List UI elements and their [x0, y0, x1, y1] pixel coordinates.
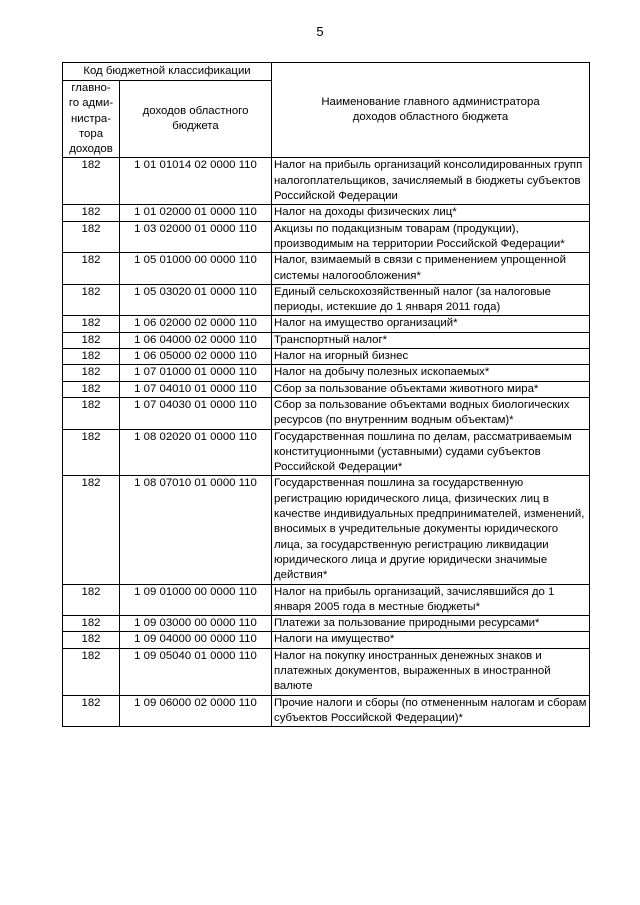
- income-name-cell: Налог на игорный бизнес: [272, 349, 590, 365]
- header-budget-classification-code: Код бюджетной классификации: [63, 63, 272, 81]
- income-code-cell: 1 01 01014 02 0000 110: [120, 158, 272, 205]
- table-body: [63, 158, 590, 727]
- income-name-cell: Государственная пошлина по делам, рассматриваемым конституционными (уставными) судами субъектов Российской Федерации*: [272, 429, 590, 476]
- income-name-cell: Единый сельскохозяйственный налог (за налоговые периоды, истекшие до 1 января 2011 года): [272, 284, 590, 316]
- table-row: [63, 284, 590, 316]
- table-row: [63, 648, 590, 695]
- admin-code-cell: 182: [63, 381, 120, 397]
- income-code-cell: 1 07 01000 01 0000 110: [120, 365, 272, 381]
- income-code-cell: 1 05 03020 01 0000 110: [120, 284, 272, 316]
- admin-code-cell: 182: [63, 253, 120, 285]
- table-row: [63, 584, 590, 616]
- header-administrator-name: [272, 63, 590, 158]
- table-row: [63, 695, 590, 727]
- income-code-cell: 1 08 07010 01 0000 110: [120, 476, 272, 584]
- income-code-cell: 1 06 04000 02 0000 110: [120, 332, 272, 348]
- admin-code-cell: 182: [63, 284, 120, 316]
- income-name-cell: Транспортный налог*: [272, 332, 590, 348]
- income-name-cell: Государственная пошлина за государственную регистрацию юридического лица, физических лиц в качестве индивидуальных предпринимателей, изменений, вносимых в учредительные документы юридического лица, за государственную регистрацию ликвидации юридического лица и другие юридически значимые действия*: [272, 476, 590, 584]
- income-name-cell: Налог на имущество организаций*: [272, 316, 590, 332]
- page-number: 5: [316, 24, 324, 39]
- income-code-cell: 1 09 03000 00 0000 110: [120, 616, 272, 632]
- table-row: [63, 332, 590, 348]
- table-row: [63, 221, 590, 253]
- admin-code-cell: 182: [63, 695, 120, 727]
- admin-code-cell: 182: [63, 316, 120, 332]
- admin-code-cell: 182: [63, 205, 120, 221]
- income-name-cell: Акцизы по подакцизным товарам (продукции), производимым на территории Российской Федерации*: [272, 221, 590, 253]
- table-row: [63, 253, 590, 285]
- admin-code-cell: 182: [63, 616, 120, 632]
- table-row: [63, 397, 590, 429]
- table-header-row: [63, 63, 590, 81]
- table-row: [63, 429, 590, 476]
- income-name-cell: Налог на доходы физических лиц*: [272, 205, 590, 221]
- table-row: [63, 349, 590, 365]
- income-name-cell: Прочие налоги и сборы (по отмененным налогам и сборам субъектов Российской Федерации)*: [272, 695, 590, 727]
- admin-code-cell: 182: [63, 221, 120, 253]
- income-name-cell: Налог на покупку иностранных денежных знаков и платежных документов, выраженных в иностранной валюте: [272, 648, 590, 695]
- income-name-cell: Налоги на имущество*: [272, 632, 590, 648]
- table-row: [63, 158, 590, 205]
- header-regional-income: [120, 81, 272, 158]
- income-code-cell: 1 06 02000 02 0000 110: [120, 316, 272, 332]
- table-row: [63, 365, 590, 381]
- admin-code-cell: 182: [63, 365, 120, 381]
- admin-code-cell: 182: [63, 349, 120, 365]
- income-name-cell: Сбор за пользование объектами животного мира*: [272, 381, 590, 397]
- income-name-cell: Сбор за пользование объектами водных биологических ресурсов (по внутренним водным объектам)*: [272, 397, 590, 429]
- admin-code-cell: 182: [63, 158, 120, 205]
- admin-code-cell: 182: [63, 476, 120, 584]
- header-regional-income-text: доходов областного бюджета: [142, 104, 249, 133]
- header-main-administrator-text: главно- го адми- нистра- тора доходов: [68, 82, 114, 156]
- income-code-cell: 1 09 05040 01 0000 110: [120, 648, 272, 695]
- table-row: [63, 476, 590, 584]
- income-name-cell: Налог на добычу полезных ископаемых*: [272, 365, 590, 381]
- admin-code-cell: 182: [63, 332, 120, 348]
- admin-code-cell: 182: [63, 397, 120, 429]
- header-main-administrator: [63, 81, 120, 158]
- table-row: [63, 205, 590, 221]
- income-name-cell: Налог на прибыль организаций, зачислявшийся до 1 января 2005 года в местные бюджеты*: [272, 584, 590, 616]
- income-name-cell: Налог на прибыль организаций консолидированных групп налогоплательщиков, зачисляемый в бюджеты субъектов Российской Федерации: [272, 158, 590, 205]
- income-code-cell: 1 07 04030 01 0000 110: [120, 397, 272, 429]
- income-code-cell: 1 07 04010 01 0000 110: [120, 381, 272, 397]
- header-administrator-name-text: Наименование главного администратора доходов областного бюджета: [321, 95, 540, 124]
- table-row: [63, 632, 590, 648]
- income-code-cell: 1 09 04000 00 0000 110: [120, 632, 272, 648]
- admin-code-cell: 182: [63, 584, 120, 616]
- admin-code-cell: 182: [63, 648, 120, 695]
- income-code-cell: 1 05 01000 00 0000 110: [120, 253, 272, 285]
- table-row: [63, 316, 590, 332]
- income-code-cell: 1 06 05000 02 0000 110: [120, 349, 272, 365]
- income-code-cell: 1 03 02000 01 0000 110: [120, 221, 272, 253]
- income-code-cell: 1 09 01000 00 0000 110: [120, 584, 272, 616]
- table-row: [63, 616, 590, 632]
- income-code-cell: 1 08 02020 01 0000 110: [120, 429, 272, 476]
- income-name-cell: Налог, взимаемый в связи с применением упрощенной системы налогообложения*: [272, 253, 590, 285]
- income-code-cell: 1 01 02000 01 0000 110: [120, 205, 272, 221]
- income-code-cell: 1 09 06000 02 0000 110: [120, 695, 272, 727]
- income-name-cell: Платежи за пользование природными ресурсами*: [272, 616, 590, 632]
- admin-code-cell: 182: [63, 632, 120, 648]
- admin-code-cell: 182: [63, 429, 120, 476]
- table-row: [63, 381, 590, 397]
- budget-classification-table: [62, 62, 590, 727]
